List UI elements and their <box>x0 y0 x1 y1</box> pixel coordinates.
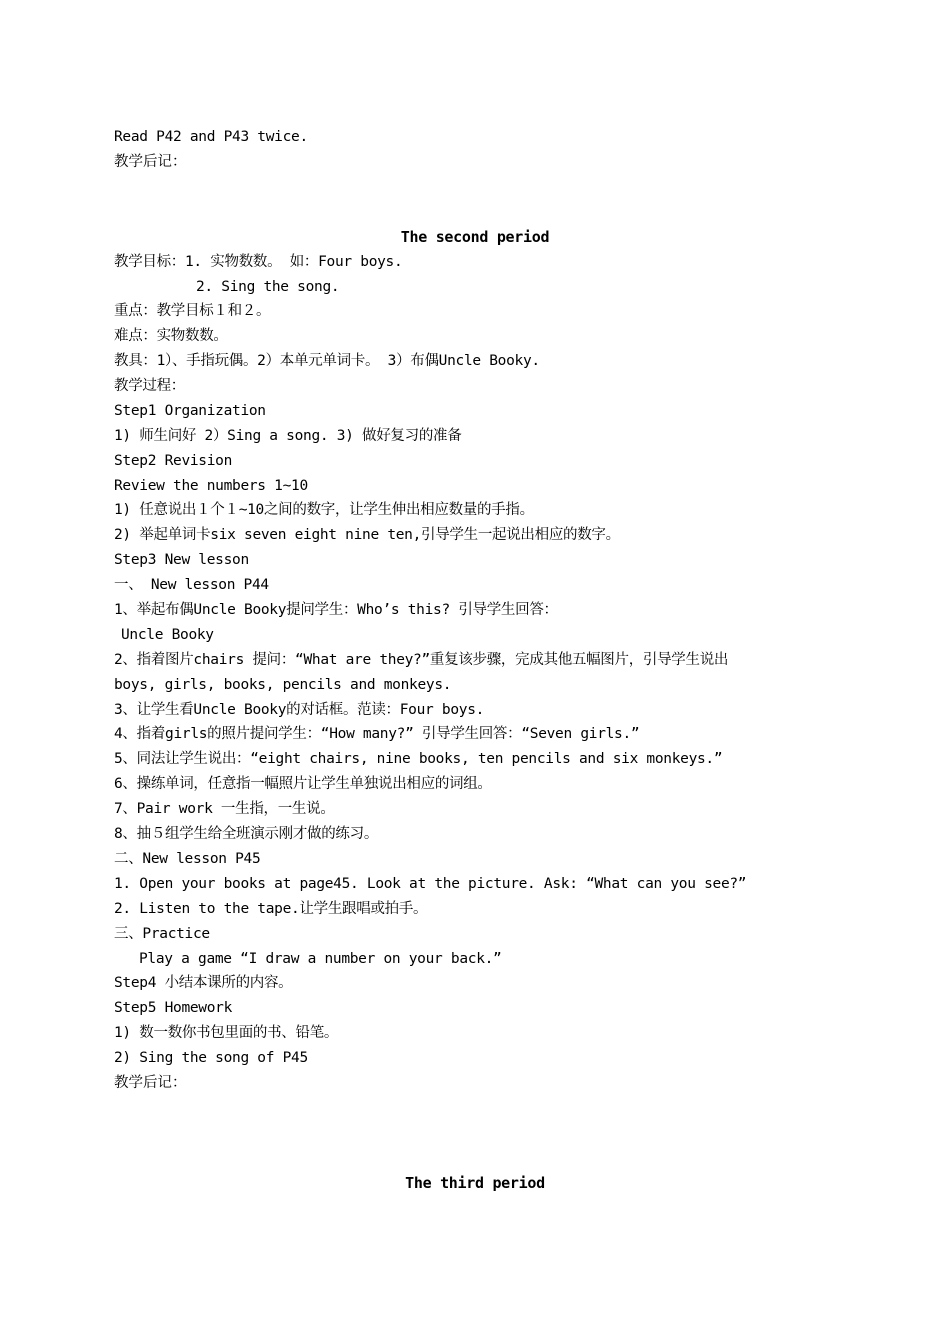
lesson-item: 5、同法让学生说出：“eight chairs, nine books, ten pencils and six monkeys.” <box>114 751 723 767</box>
step-heading: Step2 Revision <box>114 453 233 469</box>
difficulty-line: 难点：实物数数。 <box>114 328 228 344</box>
lesson-item: 6、操练单词，任意指一幅照片让学生单独说出相应的词组。 <box>114 776 492 792</box>
lesson-subheading: 二、New lesson P45 <box>114 851 261 867</box>
lesson-item: boys, girls, books, pencils and monkeys. <box>114 677 452 693</box>
section-title-second-period: The second period <box>400 228 550 246</box>
process-label: 教学过程： <box>114 378 185 394</box>
step-heading: Step5 Homework <box>114 1000 233 1016</box>
teaching-goal-line: 2. Sing the song. <box>196 279 340 295</box>
step-heading: Step4 小结本课所的内容。 <box>114 975 293 991</box>
step-heading: Step3 New lesson <box>114 552 249 568</box>
read-instruction: Read P42 and P43 twice. <box>114 129 308 145</box>
lesson-subheading: 三、Practice <box>114 926 210 942</box>
lesson-item: 3、让学生看Uncle Booky的对话框。范读：Four boys. <box>114 702 485 718</box>
lesson-item: 4、指着girls的照片提问学生：“How many?” 引导学生回答：“Seven girls.” <box>114 726 640 742</box>
section-title-third-period: The third period <box>405 1174 545 1192</box>
teaching-goal-line: 教学目标：1. 实物数数。 如：Four boys. <box>114 254 403 270</box>
teaching-aids-line: 教具：1）、手指玩偶。2）本单元单词卡。 3）布偶Uncle Booky. <box>114 353 540 369</box>
step-item: 1) 师生问好 2）Sing a song. 3) 做好复习的准备 <box>114 428 462 444</box>
homework-item: 1) 数一数你书包里面的书、铅笔。 <box>114 1025 339 1041</box>
lesson-item: 1、举起布偶Uncle Booky提问学生：Who’s this? 引导学生回答： <box>114 602 558 618</box>
step-heading: Step1 Organization <box>114 403 266 419</box>
lesson-item: 2、指着图片chairs 提问：“What are they?”重复该步骤，完成其他五幅图片，引导学生说出 <box>114 652 729 668</box>
lesson-item: Uncle Booky <box>121 627 214 643</box>
lesson-item: Play a game “I draw a number on your back.” <box>139 951 502 967</box>
homework-item: 2) Sing the song of P45 <box>114 1050 308 1066</box>
key-point-line: 重点：教学目标１和２。 <box>114 303 271 319</box>
teaching-notes-label: 教学后记： <box>114 1075 187 1091</box>
teaching-notes-label: 教学后记： <box>114 154 187 170</box>
step-item: Review the numbers 1~10 <box>114 478 308 494</box>
step-item: 1) 任意说出１个１~10之间的数字，让学生伸出相应数量的手指。 <box>114 502 534 518</box>
lesson-subheading: 一、 New lesson P44 <box>114 577 269 593</box>
lesson-item: 2. Listen to the tape.让学生跟唱或拍手。 <box>114 901 428 917</box>
step-item: 2) 举起单词卡six seven eight nine ten,引导学生一起说出相应的数字。 <box>114 527 620 543</box>
lesson-item: 1. Open your books at page45. Look at the picture. Ask: “What can you see?” <box>114 876 747 892</box>
lesson-item: 7、Pair work 一生指，一生说。 <box>114 801 335 817</box>
lesson-item: 8、抽５组学生给全班演示刚才做的练习。 <box>114 826 379 842</box>
